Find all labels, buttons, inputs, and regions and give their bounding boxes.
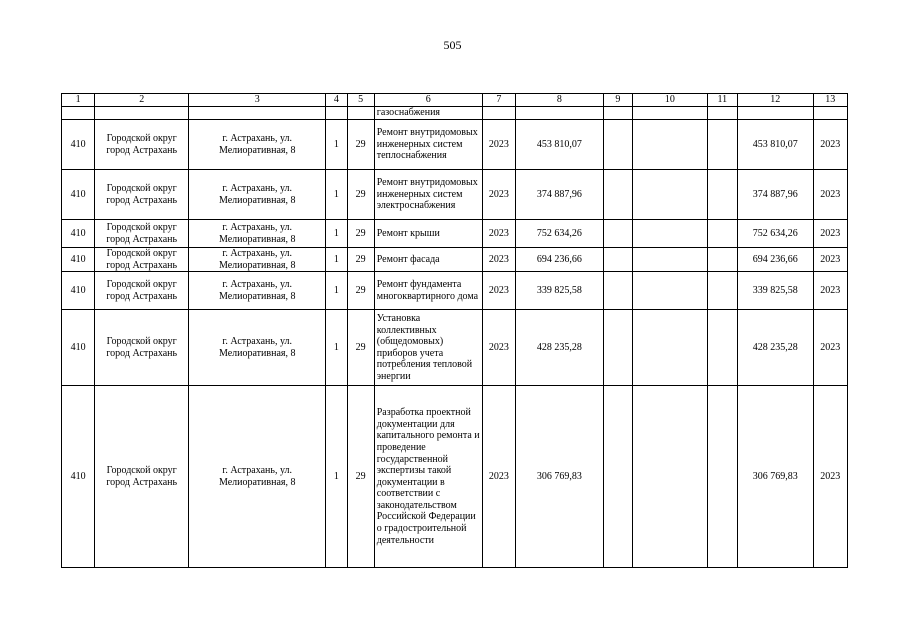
table-row: [62, 120, 848, 170]
year-cell: 2023: [813, 220, 847, 248]
program-code-cell: 410: [62, 120, 95, 170]
table-cell: [707, 248, 737, 272]
year-cell: 2023: [813, 170, 847, 220]
total-cost-cell: 752 634,26: [737, 220, 813, 248]
table-row: [62, 170, 848, 220]
cost-cell: 694 236,66: [515, 248, 603, 272]
column-header: 4: [326, 94, 347, 107]
column-header: 12: [737, 94, 813, 107]
address-cell: г. Астрахань, ул. Мелиоративная, 8: [189, 120, 326, 170]
address-cell: г. Астрахань, ул. Мелиоративная, 8: [189, 310, 326, 386]
year-cell: 2023: [482, 248, 515, 272]
program-code-cell: 410: [62, 248, 95, 272]
table-cell: 29: [347, 220, 374, 248]
table-cell: [737, 107, 813, 120]
year-cell: 2023: [482, 310, 515, 386]
table-cell: [633, 107, 708, 120]
table-cell: [603, 386, 632, 568]
total-cost-cell: 339 825,58: [737, 272, 813, 310]
table-row: [62, 248, 848, 272]
capital-repair-table: [61, 93, 848, 568]
address-cell: г. Астрахань, ул. Мелиоративная, 8: [189, 272, 326, 310]
table-cell: [603, 120, 632, 170]
table-cell: [347, 107, 374, 120]
work-type-cell: Ремонт фасада: [374, 248, 482, 272]
table-row: [62, 310, 848, 386]
work-type-cell: Ремонт крыши: [374, 220, 482, 248]
total-cost-cell: 694 236,66: [737, 248, 813, 272]
page-number: 505: [443, 38, 462, 52]
year-cell: 2023: [813, 386, 847, 568]
address-cell: г. Астрахань, ул. Мелиоративная, 8: [189, 220, 326, 248]
program-code-cell: 410: [62, 310, 95, 386]
municipality-cell: Городской округ город Астрахань: [95, 120, 189, 170]
column-header: 7: [482, 94, 515, 107]
total-cost-cell: 428 235,28: [737, 310, 813, 386]
table-cell: [707, 107, 737, 120]
table-row: [62, 272, 848, 310]
municipality-cell: Городской округ город Астрахань: [95, 272, 189, 310]
column-header: 5: [347, 94, 374, 107]
cost-cell: 453 810,07: [515, 120, 603, 170]
column-header: 11: [707, 94, 737, 107]
table-row: [62, 220, 848, 248]
program-code-cell: 410: [62, 272, 95, 310]
table-cell: [707, 386, 737, 568]
year-cell: 2023: [482, 170, 515, 220]
table-cell: [603, 220, 632, 248]
table-cell: [633, 386, 708, 568]
table-cell: [813, 107, 847, 120]
table-cell: [633, 220, 708, 248]
work-type-cell: Ремонт фундамента многоквартирного дома: [374, 272, 482, 310]
program-code-cell: 410: [62, 220, 95, 248]
table-cell: [707, 170, 737, 220]
table-cell: [62, 107, 95, 120]
table-cell: [603, 310, 632, 386]
work-type-cell: Установка коллективных (общедомовых) приборов учета потребления тепловой энергии: [374, 310, 482, 386]
cost-cell: 428 235,28: [515, 310, 603, 386]
column-header: 1: [62, 94, 95, 107]
column-header: 8: [515, 94, 603, 107]
address-cell: г. Астрахань, ул. Мелиоративная, 8: [189, 170, 326, 220]
municipality-cell: Городской округ город Астрахань: [95, 386, 189, 568]
table-cell: 29: [347, 386, 374, 568]
total-cost-cell: 306 769,83: [737, 386, 813, 568]
total-cost-cell: 374 887,96: [737, 170, 813, 220]
table-cell: [515, 107, 603, 120]
cost-cell: 306 769,83: [515, 386, 603, 568]
column-header: 3: [189, 94, 326, 107]
year-cell: 2023: [482, 220, 515, 248]
municipality-cell: Городской округ город Астрахань: [95, 310, 189, 386]
table-cell: 29: [347, 170, 374, 220]
table-cell: [189, 107, 326, 120]
municipality-cell: Городской округ город Астрахань: [95, 220, 189, 248]
table-cell: [603, 248, 632, 272]
table-cell: 29: [347, 120, 374, 170]
program-code-cell: 410: [62, 170, 95, 220]
cost-cell: 339 825,58: [515, 272, 603, 310]
table-cell: [633, 272, 708, 310]
column-header: 6: [374, 94, 482, 107]
year-cell: 2023: [813, 310, 847, 386]
table-cell: [603, 272, 632, 310]
work-type-cell: Ремонт внутридомовых инженерных систем теплоснабжения: [374, 120, 482, 170]
table-cell: 1: [326, 170, 347, 220]
column-header: 2: [95, 94, 189, 107]
table-cell: 1: [326, 248, 347, 272]
cost-cell: 752 634,26: [515, 220, 603, 248]
year-cell: 2023: [482, 272, 515, 310]
column-number-row: [62, 94, 848, 107]
table-cell: [633, 120, 708, 170]
table-cell: 29: [347, 248, 374, 272]
year-cell: 2023: [482, 120, 515, 170]
column-header: 13: [813, 94, 847, 107]
address-cell: г. Астрахань, ул. Мелиоративная, 8: [189, 386, 326, 568]
column-header: 10: [633, 94, 708, 107]
table-cell: 1: [326, 386, 347, 568]
table-cell: [633, 248, 708, 272]
work-type-cell: Разработка проектной документации для капитального ремонта и проведение государственной экспертизы такой документации в соответствии с законодательством Российской Федерации о градостроительной деятельности: [374, 386, 482, 568]
year-cell: 2023: [813, 272, 847, 310]
table-cell: [95, 107, 189, 120]
municipality-cell: Городской округ город Астрахань: [95, 248, 189, 272]
table-cell: 29: [347, 310, 374, 386]
address-cell: г. Астрахань, ул. Мелиоративная, 8: [189, 248, 326, 272]
municipality-cell: Городской округ город Астрахань: [95, 170, 189, 220]
table-cell: 1: [326, 120, 347, 170]
table-cell: [707, 272, 737, 310]
table-cell: [707, 310, 737, 386]
table-cell: [633, 310, 708, 386]
work-type-cell: Ремонт внутридомовых инженерных систем электроснабжения: [374, 170, 482, 220]
table-cell: 1: [326, 220, 347, 248]
table-cell: [633, 170, 708, 220]
table-cell: [482, 107, 515, 120]
year-cell: 2023: [813, 120, 847, 170]
table-cell: [603, 107, 632, 120]
total-cost-cell: 453 810,07: [737, 120, 813, 170]
table-cell: [326, 107, 347, 120]
work-type-cell: газоснабжения: [374, 107, 482, 120]
year-cell: 2023: [813, 248, 847, 272]
table-row: [62, 386, 848, 568]
table-cell: [707, 120, 737, 170]
table-cell: 29: [347, 272, 374, 310]
year-cell: 2023: [482, 386, 515, 568]
table-cell: 1: [326, 310, 347, 386]
cost-cell: 374 887,96: [515, 170, 603, 220]
continuation-row: [62, 107, 848, 120]
table-cell: 1: [326, 272, 347, 310]
column-header: 9: [603, 94, 632, 107]
table-cell: [603, 170, 632, 220]
table-cell: [707, 220, 737, 248]
program-code-cell: 410: [62, 386, 95, 568]
